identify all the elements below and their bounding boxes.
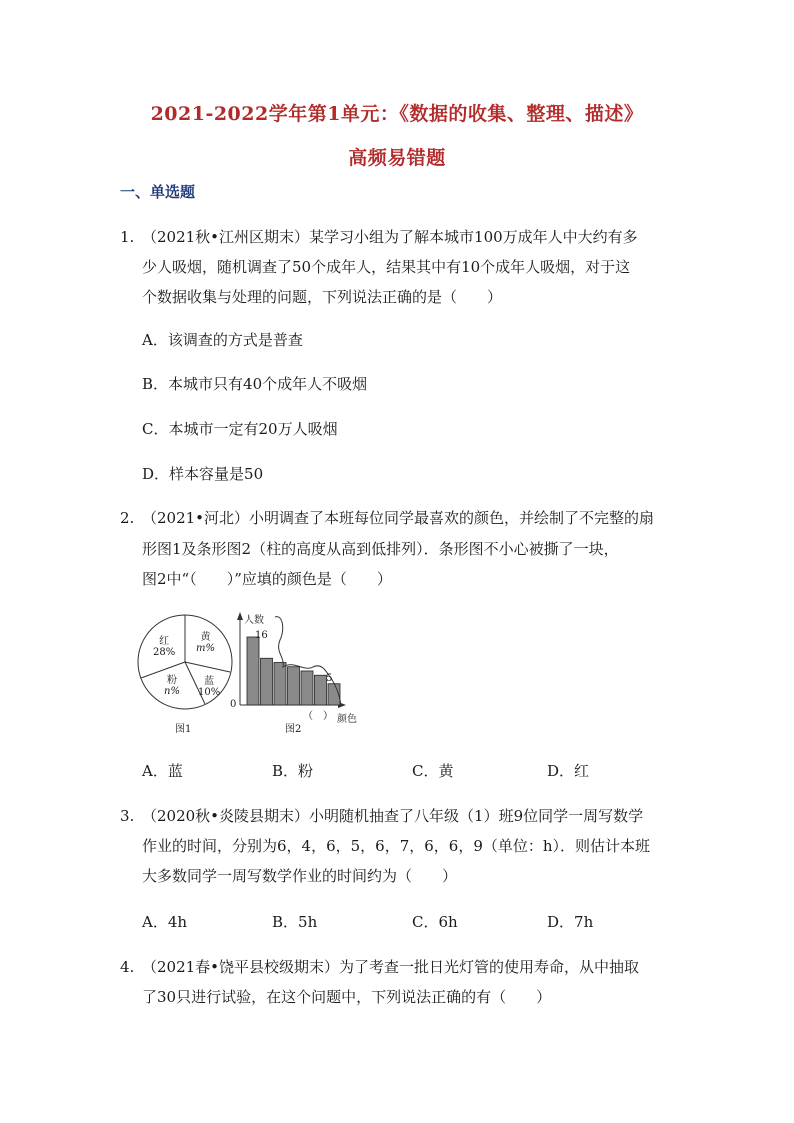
question-3-line-3: 大多数同学一周写数学作业的时间约为（ ） <box>142 867 458 885</box>
pie-label-blue-name: 蓝 <box>204 676 215 687</box>
pie-label-pink-name: 粉 <box>166 675 177 686</box>
bar-ylabel: 人数 <box>244 615 264 626</box>
question-3-number: 3. <box>120 807 135 825</box>
bar-2 <box>261 658 273 705</box>
question-2-option-b: B．粉 <box>272 762 314 780</box>
question-3-option-c: C．6h <box>412 913 458 931</box>
pie-caption: 图1 <box>175 724 192 735</box>
question-3-option-d: D．7h <box>547 913 594 931</box>
question-1-line-2: 少人吸烟，随机调查了50个成年人，结果其中有10个成年人吸烟，对于这 <box>142 258 631 276</box>
pie-label-red-name: 红 <box>159 636 170 647</box>
question-2-line-3: 图2中“（ ）”应填的颜色是（ ） <box>142 570 392 588</box>
question-3-option-b: B．5h <box>272 913 318 931</box>
question-2-option-a: A．蓝 <box>142 762 183 780</box>
page-subtitle: 高频易错题 <box>348 147 446 169</box>
bar-value-label-first: 16 <box>255 630 268 641</box>
pie-label-yellow-value: m% <box>196 643 215 654</box>
question-2-number: 2. <box>120 509 135 527</box>
question-1-option-c: C．本城市一定有20万人吸烟 <box>142 420 338 438</box>
bar-caption: 图2 <box>285 724 302 735</box>
section-heading: 一、单选题 <box>120 183 196 201</box>
question-4-line-2: 了30只进行试验，在这个问题中，下列说法正确的有（ ） <box>142 988 552 1006</box>
question-2-line-1: （2021•河北）小明调查了本班每位同学最喜欢的颜色，并绘制了不完整的扇 <box>142 509 655 527</box>
bar-xlabel: 颜色 <box>337 714 357 725</box>
pie-label-blue-value: 10% <box>198 687 221 698</box>
bar-4 <box>288 667 300 705</box>
question-3-line-2: 作业的时间，分别为6，4，6，5，6，7，6，6，9（单位：h）．则估计本班 <box>142 837 651 855</box>
pie-label-pink-value: n% <box>164 686 180 697</box>
pie-label-red <box>153 636 175 658</box>
pie-label-yellow <box>196 632 215 654</box>
bar-value-label-last: 5 <box>326 673 333 684</box>
bar-origin-label: 0 <box>230 699 237 710</box>
question-2-option-d: D．红 <box>547 762 590 780</box>
question-1-option-a: A．该调查的方式是普查 <box>142 331 303 349</box>
question-4-line-1: （2021春•饶平县校级期末）为了考查一批日光灯管的使用寿命，从中抽取 <box>142 958 640 976</box>
bar-5 <box>301 671 313 705</box>
bar-y-axis-arrow <box>237 612 243 620</box>
pie-label-red-value: 28% <box>153 647 176 658</box>
question-4-number: 4. <box>120 958 135 976</box>
bar-blank-category: （ ） <box>303 711 333 722</box>
question-1-option-d: D．样本容量是50 <box>142 465 264 483</box>
question-1-option-b: B．本城市只有40个成年人不吸烟 <box>142 375 368 393</box>
question-1-line-3: 个数据收集与处理的问题，下列说法正确的是（ ） <box>142 288 503 306</box>
question-2-option-c: C．黄 <box>412 762 454 780</box>
question-2-figure <box>135 612 375 737</box>
bar-6 <box>315 675 327 705</box>
page-title: 2021-2022学年第1单元：《数据的收集、整理、描述》 <box>150 103 644 125</box>
bar-3 <box>274 663 286 706</box>
bar-chart <box>237 612 346 708</box>
question-3-line-1: （2020秋•炎陵县期末）小明随机抽查了八年级（1）班9位同学一周写数学 <box>142 807 644 825</box>
question-2-line-2: 形图1及条形图2（柱的高度从高到低排列）．条形图不小心被撕了一块， <box>142 540 619 558</box>
pie-slice-divider-right <box>185 662 230 672</box>
pie-label-pink <box>164 675 180 697</box>
pie-label-blue <box>198 676 220 698</box>
pie-label-yellow-name: 黄 <box>200 632 211 643</box>
bar-1 <box>247 637 259 705</box>
question-1-number: 1. <box>120 228 135 246</box>
question-1-line-1: （2021秋•江州区期末）某学习小组为了解本城市100万成年人中大约有多 <box>142 228 638 246</box>
question-3-option-a: A．4h <box>142 913 188 931</box>
